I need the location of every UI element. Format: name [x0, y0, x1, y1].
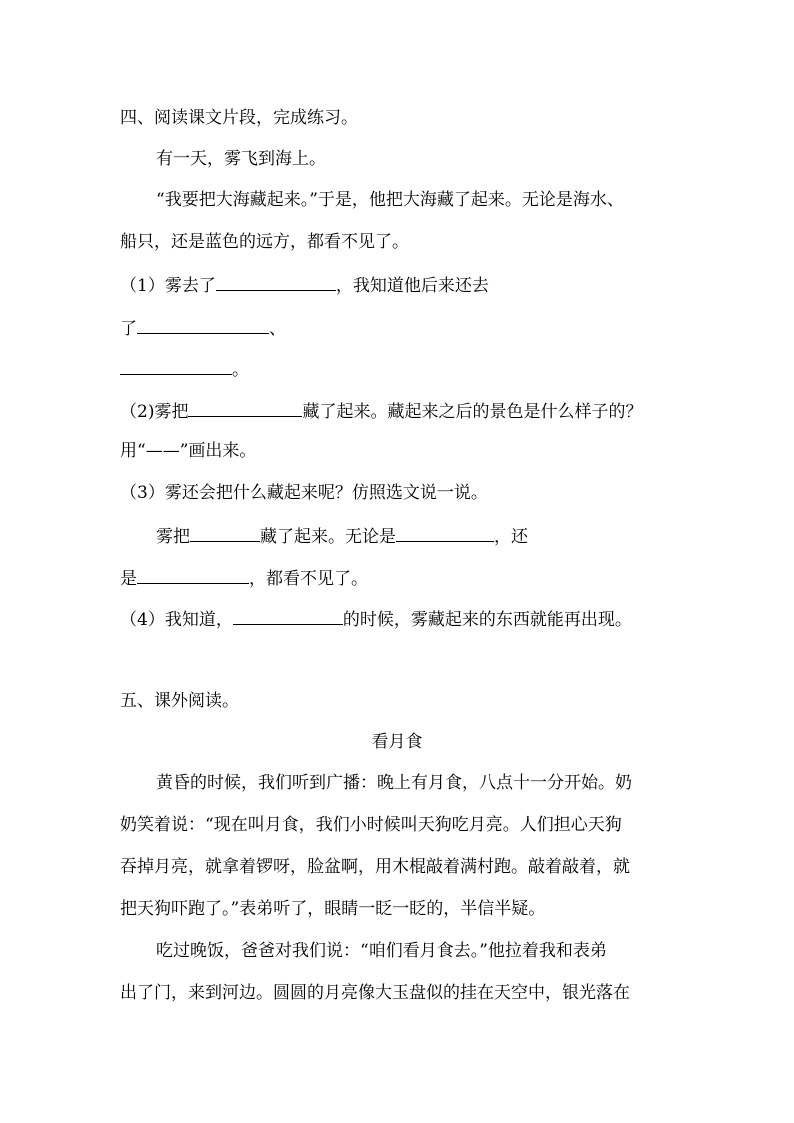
question-text: （4）我知道，: [120, 610, 233, 630]
story-line: 奶笑着说：“现在叫月食，我们小时候叫天狗吃月亮。人们担心天狗: [120, 815, 622, 835]
question-1-cont: [120, 317, 286, 339]
passage-line: 有一天，雾飞到海上。: [156, 149, 326, 169]
answer-blank[interactable]: [137, 317, 269, 334]
question-text: ，还: [494, 527, 528, 547]
question-text: 。: [232, 360, 249, 380]
story-line: 出了门，来到河边。圆圆的月亮像大玉盘似的挂在天空中，银光落在: [120, 983, 630, 1003]
question-text: 是: [120, 569, 137, 589]
question-1: [120, 274, 489, 296]
question-text: 藏了起来。藏起来之后的景色是什么样子的？: [302, 402, 643, 422]
question-text: （1）雾去了: [120, 276, 216, 296]
question-text: 、: [269, 319, 286, 339]
question-text: （2)雾把: [120, 402, 189, 422]
question-text: 的时候，雾藏起来的东西就能再出现。: [342, 610, 632, 630]
story-line: 吃过晚饭，爸爸对我们说：“咱们看月食去。”他拉着我和表弟: [156, 941, 607, 961]
question-text: ，都看不见了。: [249, 569, 368, 589]
answer-blank[interactable]: [120, 358, 232, 375]
question-3-template: [156, 525, 528, 547]
question-text: ，我知道他后来还去: [335, 276, 489, 296]
section4-heading: 四、阅读课文片段，完成练习。: [120, 108, 358, 128]
story-line: 吞掉月亮，就拿着锣呀，脸盆啊，用木棍敲着满村跑。敲着敲着，就: [120, 857, 630, 877]
story-title: 看月食: [371, 732, 423, 752]
question-3: （3）雾还会把什么藏起来呢？仿照选文说一说。: [120, 483, 488, 503]
question-text: 藏了起来。无论是: [260, 527, 396, 547]
question-1-cont: [120, 358, 249, 380]
answer-blank[interactable]: [137, 567, 249, 584]
answer-blank[interactable]: [233, 608, 343, 625]
story-line: 黄昏的时候，我们听到广播：晚上有月食，八点十一分开始。奶: [156, 773, 632, 793]
question-4: [120, 608, 632, 630]
answer-blank[interactable]: [190, 525, 260, 542]
story-line: 把天狗吓跑了。”表弟听了，眼睛一眨一眨的，半信半疑。: [120, 899, 546, 919]
section5-heading: 五、课外阅读。: [120, 691, 239, 711]
question-text: 雾把: [156, 527, 190, 547]
question-3-template-cont: [120, 567, 368, 589]
passage-line: “我要把大海藏起来。”于是，他把大海藏了起来。无论是海水、: [156, 190, 624, 210]
question-text: 了: [120, 319, 137, 339]
answer-blank[interactable]: [396, 525, 494, 542]
question-2-cont: 用“——”画出来。: [120, 441, 257, 461]
answer-blank[interactable]: [188, 400, 302, 417]
question-2: [120, 400, 642, 422]
passage-line: 船只，还是蓝色的远方，都看不见了。: [120, 232, 409, 252]
answer-blank[interactable]: [216, 274, 336, 291]
